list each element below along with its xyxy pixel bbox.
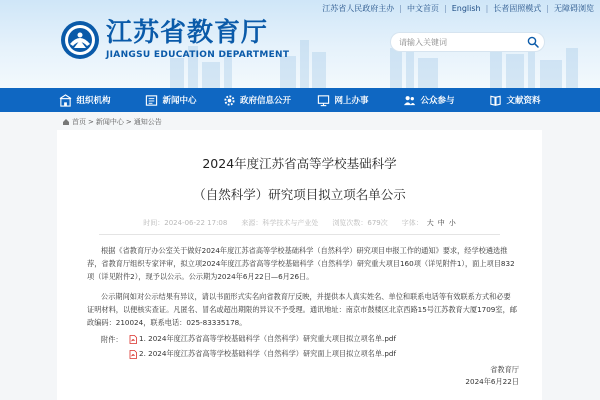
article-meta — [57, 212, 542, 234]
nav-label: 网上办事 — [334, 96, 369, 106]
signature-date: 2024年6月22日 — [465, 377, 519, 386]
breadcrumb-home[interactable]: 首页 — [72, 118, 86, 126]
breadcrumb-separator: > — [88, 118, 94, 126]
gov-portal-link[interactable]: 江苏省人民政府主办 — [322, 4, 395, 13]
breadcrumb-notices[interactable]: 通知公告 — [133, 118, 162, 126]
site-name: 江苏省教育厅 — [106, 18, 269, 48]
top-links — [322, 3, 594, 14]
breadcrumb-separator: > — [125, 118, 132, 126]
gear-icon — [223, 94, 236, 107]
education-emblem-logo[interactable] — [60, 20, 100, 60]
nav-label: 文献资料 — [506, 96, 541, 106]
article-source: 来源：科学技术与产业处 — [241, 219, 319, 227]
home-icon — [62, 118, 70, 126]
accessible-browse-link[interactable]: 无障碍浏览 — [554, 4, 594, 13]
breadcrumb-news[interactable]: 新闻中心 — [95, 118, 124, 126]
search-input[interactable] — [399, 36, 519, 48]
article-title-line2: （自然科学）研究项目拟立项名单公示 — [193, 187, 406, 202]
pdf-icon — [129, 335, 137, 344]
separator: | — [399, 4, 402, 13]
attachment-link-2-text: 2. 2024年度江苏省高等学校基础科学（自然科学）研究面上项目拟立项名单.pdf — [139, 349, 397, 358]
newspaper-icon — [145, 94, 158, 107]
attachment-link-1[interactable] — [129, 334, 396, 344]
people-icon — [403, 94, 416, 107]
pdf-icon — [129, 350, 137, 359]
chinese-home-link[interactable]: 中文首页 — [407, 4, 439, 13]
font-size-switcher — [402, 218, 456, 228]
publish-date: 时间：2024-06-22 17:08 — [143, 219, 228, 227]
article-paragraph-2: 公示期间如对公示结果有异议，请以书面形式实名向省教育厅反映，并提供本人真实姓名、单位和联系电话等有效联系方式和必要证明材料，以便核实查证。凡匿名、冒名或超出期限的异议不予受理。通讯地址：南京市鼓楼区北京西路15号江苏教育大厦1709室，邮政编码：210024，联系电话：025-83335178。 — [87, 292, 517, 327]
nav-label: 公众参与 — [420, 96, 455, 106]
divider — [99, 234, 500, 235]
font-size-label: 字体： — [401, 219, 423, 227]
nav-item-public-participation[interactable] — [386, 88, 472, 112]
book-icon — [489, 94, 502, 107]
article-paragraph-1: 根据《省教育厅办公室关于做好2024年度江苏省高等学校基础科学（自然科学）研究项目申报工作的通知》要求，经学校遴选推荐，省教育厅组织专家评审，拟立项2024年度江苏省高等学校基础科学（自然科学）研究重大项目160项（详见附件1），面上项目832项（详见附件2），现予以公示。公示期为2024年6月22日—6月26日。 — [87, 246, 515, 281]
separator: | — [444, 4, 447, 13]
attachments-label: 附件： — [101, 335, 123, 344]
english-link[interactable]: English — [451, 4, 481, 13]
font-size-small-button[interactable]: 小 — [448, 219, 456, 227]
search-box — [391, 33, 544, 51]
separator: | — [546, 4, 549, 13]
view-count: 浏览次数：679次 — [332, 219, 388, 227]
site-name-english: JIANGSU EDUCATION DEPARTMENT — [106, 50, 290, 60]
nav-label: 新闻中心 — [162, 96, 197, 106]
building-icon — [59, 94, 72, 107]
monitor-icon — [317, 94, 330, 107]
elder-mode-link[interactable]: 长者固照模式 — [493, 4, 542, 13]
nav-label: 组织机构 — [76, 96, 111, 106]
font-size-medium-button[interactable]: 中 — [437, 219, 445, 227]
font-size-large-button[interactable]: 大 — [426, 219, 434, 227]
breadcrumb — [62, 117, 162, 127]
article-title-line1: 2024年度江苏省高等学校基础科学 — [202, 156, 397, 171]
article-card — [57, 130, 542, 400]
attachment-link-1-text: 1. 2024年度江苏省高等学校基础科学（自然科学）研究重大项目拟立项名单.pdf — [139, 334, 397, 343]
search-icon[interactable] — [527, 36, 539, 48]
nav-item-news[interactable] — [128, 88, 214, 112]
nav-item-documents[interactable] — [472, 88, 558, 112]
site-header — [0, 0, 600, 88]
attachment-link-2[interactable] — [129, 349, 396, 359]
nav-label: 政府信息公开 — [239, 96, 291, 106]
nav-item-online-service[interactable] — [300, 88, 386, 112]
main-nav — [0, 88, 600, 112]
separator: | — [485, 4, 489, 13]
nav-item-organization[interactable] — [42, 88, 128, 112]
signature: 省教育厅 — [490, 365, 519, 374]
nav-item-gov-info[interactable] — [214, 88, 300, 112]
